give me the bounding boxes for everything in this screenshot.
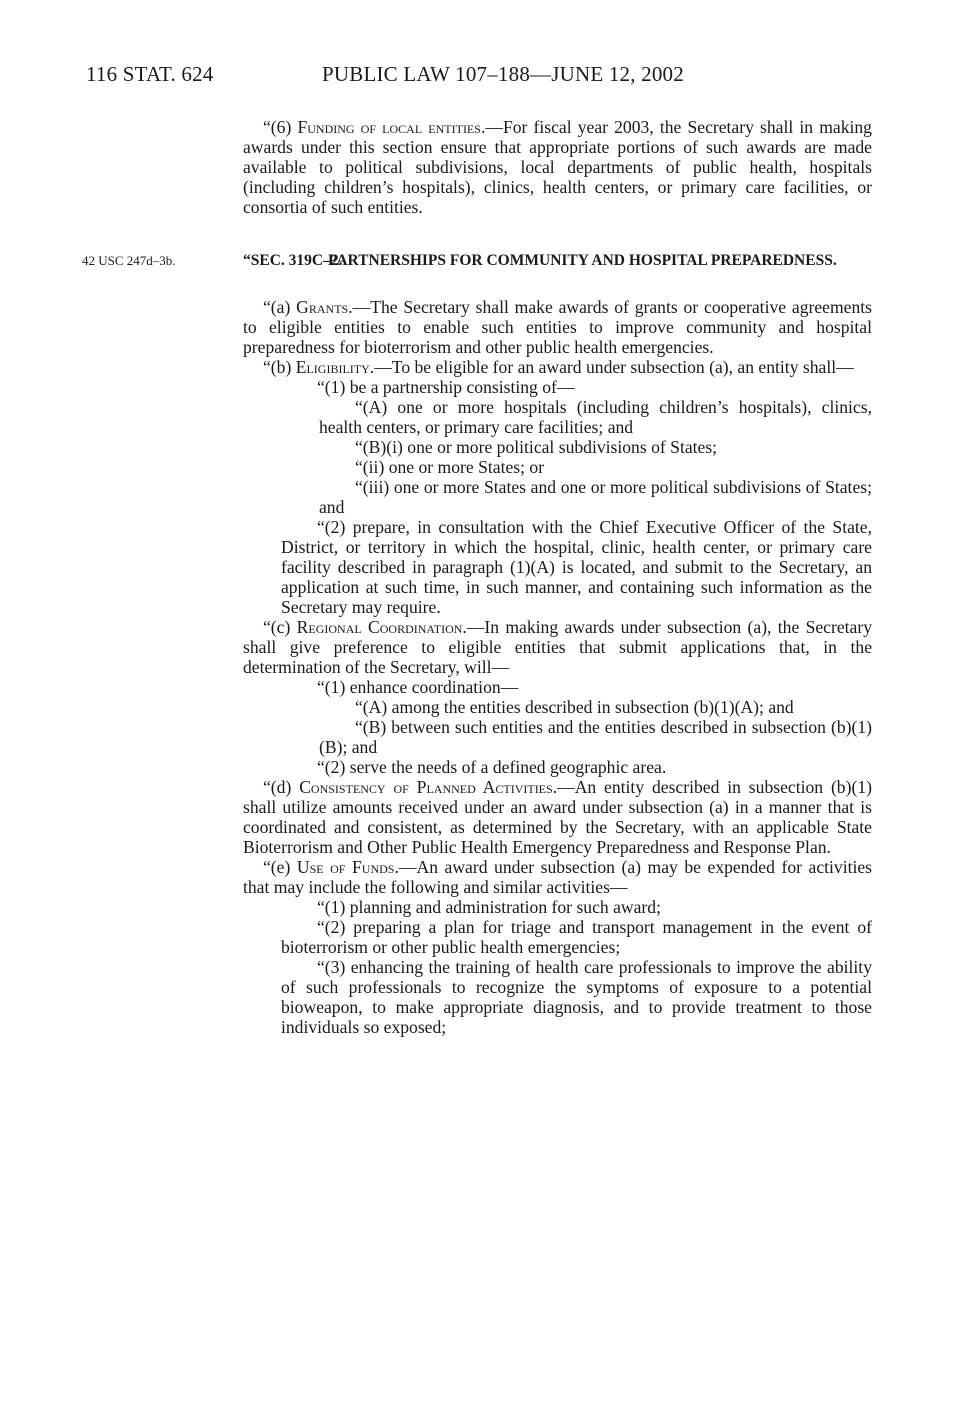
subsection-a-heading: Grants. <box>296 297 353 317</box>
subsection-b-paragraph-2: “(2) prepare, in consultation with the Chief Executive Officer of the State, District, or territory in which the hospital, clinic, health center, or primary care facility described in paragraph (1)(A) is located, and submit to the Secretary, an application at such time, in such manner, and containing such information as the Secretary may require. <box>281 517 872 617</box>
subsection-e-heading: Use of Funds. <box>296 857 399 877</box>
subsection-b-1-A: “(A) one or more hospitals (including children’s hospitals), clinics, health centers, or primary care facilities; and <box>319 397 872 437</box>
subsection-c: “(c) Regional Coordination.—In making awards under subsection (a), the Secretary shall give preference to eligible entities that submit applications that, in the determination of the Secretary, will— <box>243 617 872 677</box>
subsection-b-1-B-i: “(B)(i) one or more political subdivisions of States; <box>355 437 718 457</box>
subsection-e-paragraph-1: “(1) planning and administration for such award; <box>317 897 661 917</box>
public-law-title: PUBLIC LAW 107–188—JUNE 12, 2002 <box>322 62 684 86</box>
para6-lead: “(6) <box>263 117 298 137</box>
subsection-d: “(d) Consistency of Planned Activities.—An entity described in subsection (b)(1) shall utilize amounts received under an award under subsection (a) in a manner that is coordinated and consistent, as determined by the Secretary, with an applicable State Bioterrorism and Other Public Health Emergency Preparedness and Response Plan. <box>243 777 872 857</box>
subsection-c-paragraph-1: “(1) enhance coordination— <box>317 677 519 697</box>
subsection-e: “(e) Use of Funds.—An award under subsection (a) may be expended for activities that may include the following and similar activities— <box>243 857 873 897</box>
section-heading <box>243 251 872 270</box>
subsection-d-heading: Consistency of Planned Activities. <box>299 777 558 797</box>
section-number: “SEC. 319C–2. <box>243 252 343 269</box>
subsection-b-1-B-ii: “(ii) one or more States; or <box>355 457 545 477</box>
section-title: PARTNERSHIPS FOR COMMUNITY AND HOSPITAL PREPAREDNESS. <box>328 252 837 269</box>
subsection-b: “(b) Eligibility.—To be eligible for an award under subsection (a), an entity shall— <box>263 357 854 377</box>
subsection-b-heading: Eligibility. <box>295 357 375 377</box>
subsection-b-paragraph-1: “(1) be a partnership consisting of— <box>317 377 575 397</box>
subsection-e-paragraph-3: “(3) enhancing the training of health care professionals to improve the ability of such professionals to recognize the symptoms of exposure to a potential bioweapon, to make appropriate diagnosis, and to provide treatment to those individuals so exposed; <box>281 957 872 1037</box>
subsection-a: “(a) Grants.—The Secretary shall make awards of grants or cooperative agreements to eligible entities to enable such entities to improve community and hospital preparedness for bioterrorism and other public health emergencies. <box>243 297 872 357</box>
para6-text: —For fiscal year 2003, the Secretary shall in making awards under this section ensure that appropriate portions of such awards are made available to political subdivisions, local departments of public health, hospitals (including children’s hospitals), clinics, health centers, or primary care facilities, or consortia of such entities. <box>243 117 872 217</box>
subsection-c-heading: Regional Coordination. <box>296 617 467 637</box>
paragraph-6 <box>243 117 872 217</box>
usc-margin-note: 42 USC 247d–3b. <box>82 253 176 268</box>
subsection-c-paragraph-2: “(2) serve the needs of a defined geographic area. <box>317 757 667 777</box>
subsection-c-1-B: “(B) between such entities and the entities described in subsection (b)(1)(B); and <box>319 717 872 757</box>
subsection-c-1-A: “(A) among the entities described in subsection (b)(1)(A); and <box>355 697 794 717</box>
stat-page-number: 116 STAT. 624 <box>86 62 214 86</box>
section-body <box>243 297 872 1037</box>
subsection-e-paragraph-2: “(2) preparing a plan for triage and transport management in the event of bioterrorism or other public health emergencies; <box>281 917 872 957</box>
subsection-b-1-B-iii: “(iii) one or more States and one or more political subdivisions of States; and <box>319 477 872 517</box>
para6-heading: Funding of local entities. <box>297 117 486 137</box>
